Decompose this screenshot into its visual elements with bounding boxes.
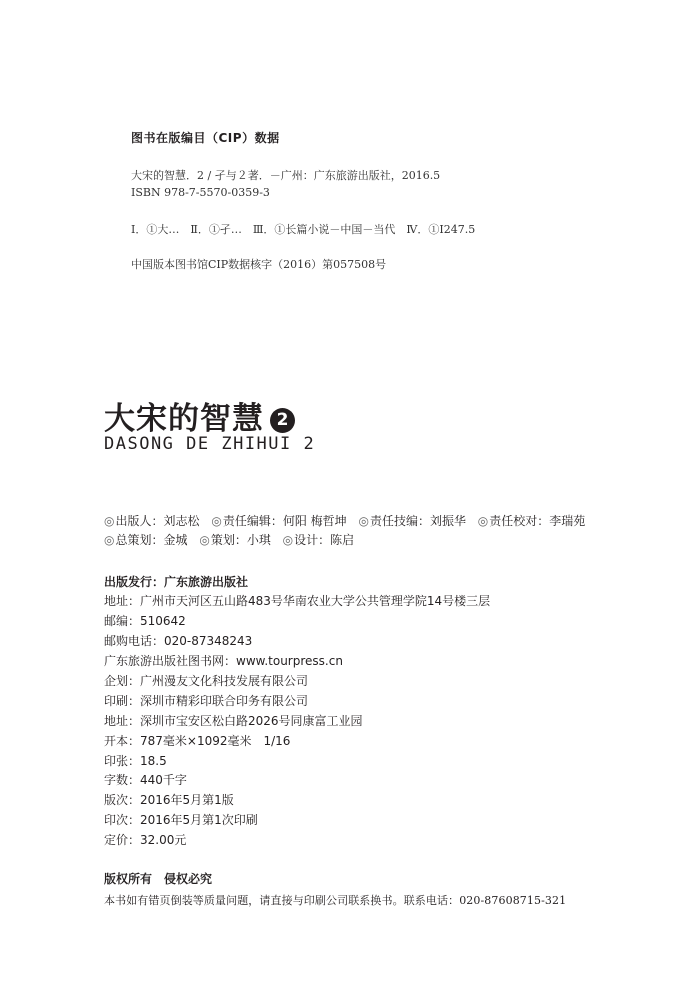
price: 定价：32.00元 <box>104 833 187 847</box>
printed-sheets: 印张：18.5 <box>104 754 167 768</box>
mail-order-phone: 邮购电话：020-87348243 <box>104 634 253 648</box>
printer-address: 地址：深圳市宝安区松白路2026号同康富工业园 <box>104 714 363 728</box>
cip-bibliographic-line: 大宋的智慧．2 / 孑与２著．－广州：广东旅游出版社，2016.5 <box>131 169 441 182</box>
credit-text: 出版人：刘志松 <box>115 514 200 528</box>
credit-text: 设计：陈启 <box>294 533 355 547</box>
credit-designer <box>283 533 355 547</box>
circle-mark-icon: ◎ <box>282 533 294 547</box>
credit-text: 策划：小琪 <box>210 533 271 547</box>
credit-chief-planner <box>104 533 188 547</box>
circle-mark-icon: ◎ <box>104 514 115 528</box>
copyright-heading: 版权所有 侵权必究 <box>104 872 213 886</box>
book-title-text: 大宋的智慧 <box>104 401 264 437</box>
publisher-website: 广东旅游出版社图书网：www.tourpress.cn <box>104 654 343 668</box>
credit-proofreader <box>478 514 586 528</box>
publisher-heading: 出版发行：广东旅游出版社 <box>104 575 249 589</box>
circle-mark-icon: ◎ <box>104 533 115 547</box>
cip-isbn-line: ISBN 978-7-5570-0359-3 <box>131 186 270 199</box>
credits-row <box>104 512 593 529</box>
credit-editor <box>211 514 346 528</box>
credit-publisher <box>104 514 200 528</box>
publisher-address: 地址：广州市天河区五山路483号华南农业大学公共管理学院14号楼三层 <box>104 594 491 608</box>
printer: 印刷：深圳市精彩印联合印务有限公司 <box>104 694 309 708</box>
circle-mark-icon: ◎ <box>211 514 222 528</box>
volume-badge: 2 <box>270 408 295 433</box>
defect-notice: 本书如有错页倒装等质量问题，请直接与印刷公司联系换书。联系电话：020-87608715-321 <box>104 894 567 907</box>
circle-mark-icon: ◎ <box>477 514 489 528</box>
credit-text: 责任校对：李瑞苑 <box>489 514 586 528</box>
credits-row <box>104 531 362 548</box>
word-count: 字数：440千字 <box>104 773 187 787</box>
credit-technical-editor <box>358 514 466 528</box>
planning-company: 企划：广州漫友文化科技发展有限公司 <box>104 674 309 688</box>
cip-verification-line: 中国版本图书馆CIP数据核字（2016）第057508号 <box>131 258 387 271</box>
credit-text: 责任编辑：何阳 梅哲坤 <box>222 514 347 528</box>
book-title <box>104 393 295 438</box>
book-subtitle: DASONG DE ZHIHUI 2 <box>104 434 316 454</box>
credit-planner <box>199 533 271 547</box>
edition: 版次：2016年5月第1版 <box>104 793 234 807</box>
credit-text: 总策划：金城 <box>115 533 188 547</box>
printing: 印次：2016年5月第1次印刷 <box>104 813 258 827</box>
postal-code: 邮编：510642 <box>104 614 186 628</box>
format-size: 开本：787毫米×1092毫米 1/16 <box>104 734 291 748</box>
cip-classification-line: Ⅰ．①大… Ⅱ．①孑… Ⅲ．①长篇小说－中国－当代 Ⅳ．①I247.5 <box>131 223 476 236</box>
circle-mark-icon: ◎ <box>358 514 369 528</box>
credit-text: 责任技编：刘振华 <box>369 514 466 528</box>
circle-mark-icon: ◎ <box>199 533 210 547</box>
cip-heading: 图书在版编目（CIP）数据 <box>131 131 280 145</box>
